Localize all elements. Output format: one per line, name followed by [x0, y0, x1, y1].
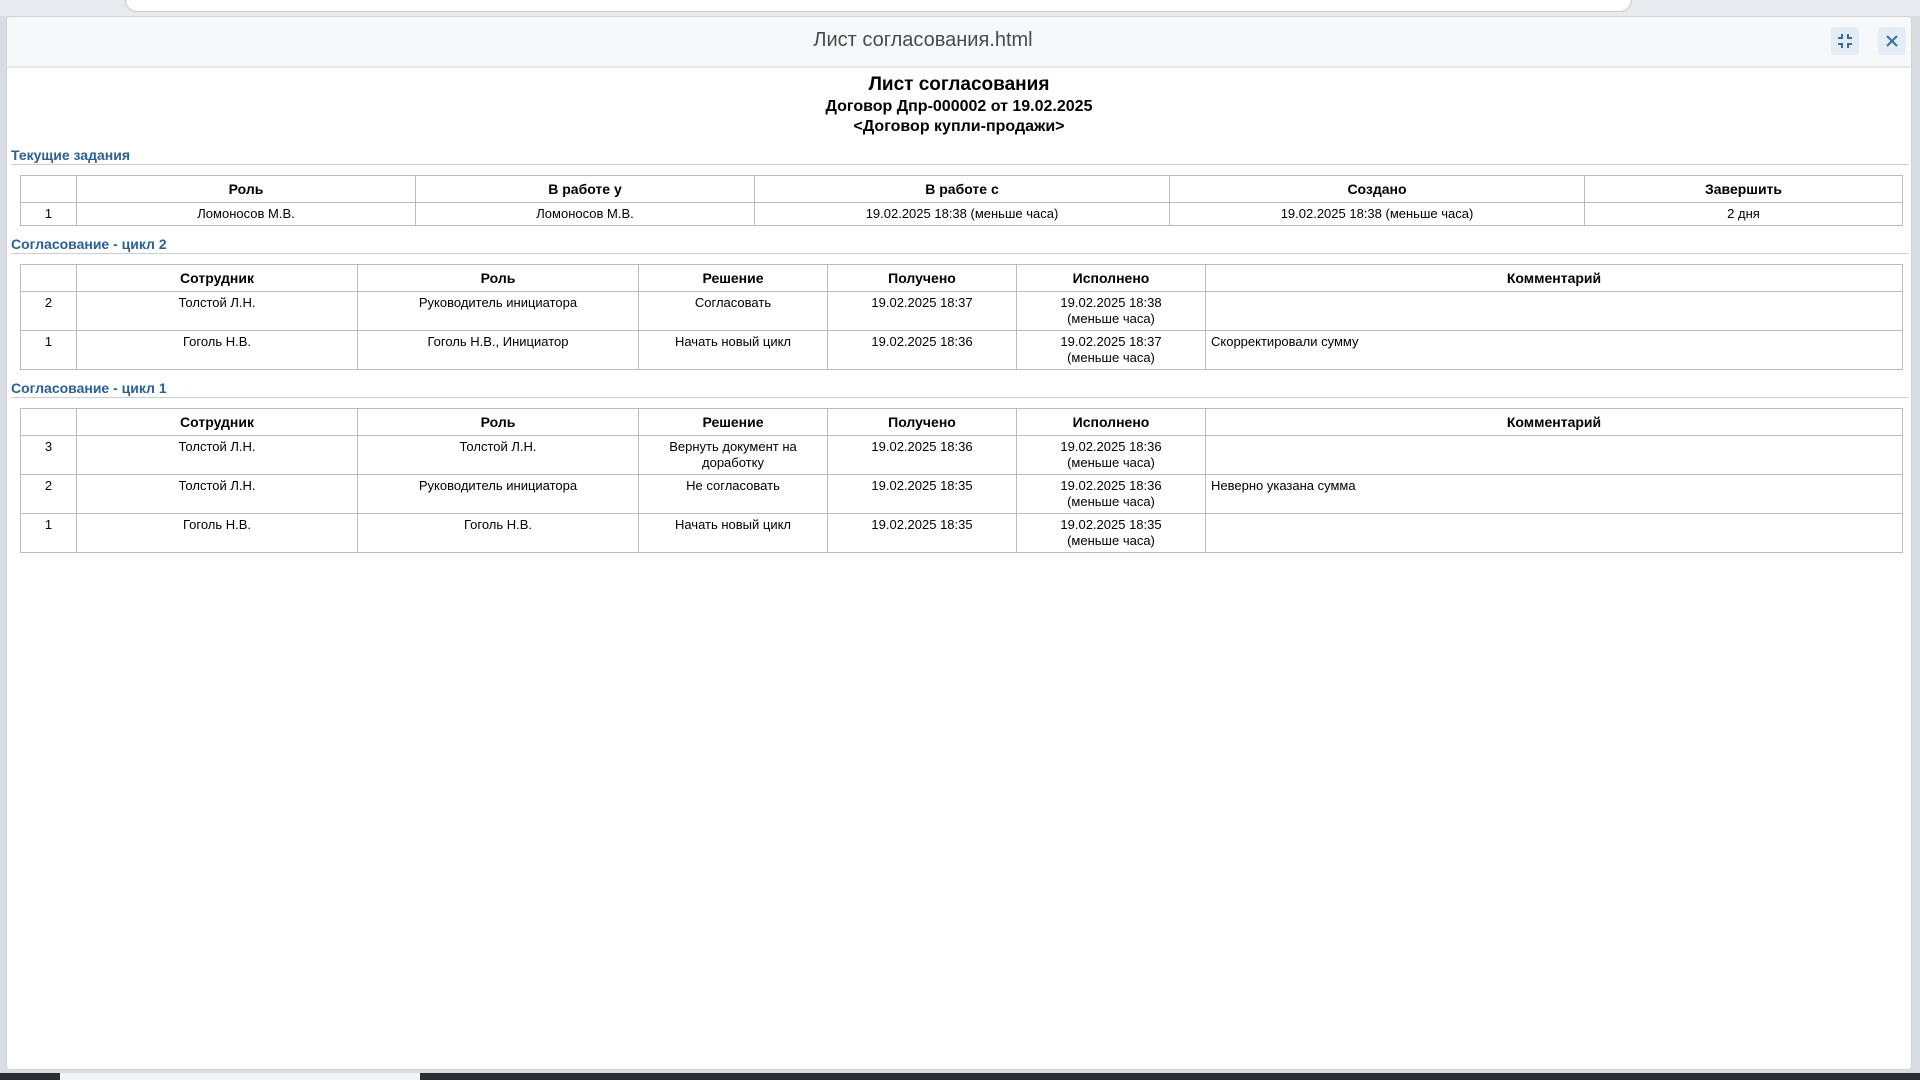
column-header [21, 265, 77, 292]
cell-created: 19.02.2025 18:38 (меньше часа) [1170, 203, 1585, 226]
row-number: 1 [21, 203, 77, 226]
column-header: Решение [639, 265, 828, 292]
completed-date: 19.02.2025 18:36 [1060, 478, 1162, 493]
document-type: <Договор купли-продажи> [853, 118, 1065, 135]
close-button[interactable] [1878, 27, 1906, 55]
cell-employee: Гоголь Н.В. [77, 331, 358, 370]
cell-role: Гоголь Н.В., Инициатор [358, 331, 639, 370]
cycle-2-table [20, 264, 1903, 370]
cell-role: Толстой Л.Н. [358, 436, 639, 475]
address-bar[interactable] [125, 0, 1632, 12]
cell-role: Руководитель инициатора [358, 475, 639, 514]
column-header: Исполнено [1017, 265, 1206, 292]
table-row [21, 514, 1903, 553]
current-tasks-table [20, 175, 1903, 226]
column-header: Получено [828, 409, 1017, 436]
table-row [21, 475, 1903, 514]
completed-duration: (меньше часа) [1067, 311, 1155, 326]
cell-decision: Согласовать [639, 292, 828, 331]
table-row [21, 436, 1903, 475]
row-number: 1 [21, 514, 77, 553]
completed-duration: (меньше часа) [1067, 455, 1155, 470]
cell-received: 19.02.2025 18:36 [828, 436, 1017, 475]
cell-completed [1017, 436, 1206, 475]
section-cycle-1: Согласование - цикл 1 [11, 380, 1909, 398]
cell-employee: Гоголь Н.В. [77, 514, 358, 553]
completed-date: 19.02.2025 18:35 [1060, 517, 1162, 532]
completed-date: 19.02.2025 18:37 [1060, 334, 1162, 349]
column-header: Роль [358, 409, 639, 436]
cell-decision: Вернуть документ на доработку [639, 436, 828, 475]
row-number: 3 [21, 436, 77, 475]
column-header: Сотрудник [77, 265, 358, 292]
completed-duration: (меньше часа) [1067, 350, 1155, 365]
modal-header [7, 17, 1911, 68]
cell-comment [1206, 292, 1903, 331]
cell-decision: Начать новый цикл [639, 331, 828, 370]
cycle-1-table [20, 408, 1903, 553]
fullscreen-button[interactable] [1831, 27, 1859, 55]
cell-completed [1017, 331, 1206, 370]
cell-role: Руководитель инициатора [358, 292, 639, 331]
row-number: 2 [21, 475, 77, 514]
cell-in-work-since: 19.02.2025 18:38 (меньше часа) [755, 203, 1170, 226]
cell-decision: Не согласовать [639, 475, 828, 514]
table-row [21, 292, 1903, 331]
column-header [21, 409, 77, 436]
cell-employee: Толстой Л.Н. [77, 436, 358, 475]
table-row [21, 331, 1903, 370]
column-header: Завершить [1585, 176, 1903, 203]
cell-completed [1017, 292, 1206, 331]
cell-comment: Неверно указана сумма [1206, 475, 1903, 514]
column-header: Решение [639, 409, 828, 436]
column-header: Роль [77, 176, 416, 203]
cell-received: 19.02.2025 18:35 [828, 514, 1017, 553]
cell-employee: Толстой Л.Н. [77, 292, 358, 331]
cell-completed [1017, 475, 1206, 514]
cell-received: 19.02.2025 18:37 [828, 292, 1017, 331]
completed-date: 19.02.2025 18:36 [1060, 439, 1162, 454]
document-content [9, 69, 1909, 1064]
document-modal [6, 16, 1912, 1070]
document-title: Лист согласования [868, 74, 1050, 95]
column-header [21, 176, 77, 203]
cell-role: Ломоносов М.В. [77, 203, 416, 226]
cell-comment: Скорректировали сумму [1206, 331, 1903, 370]
section-current-tasks: Текущие задания [11, 147, 1909, 165]
cell-completed [1017, 514, 1206, 553]
section-cycle-2: Согласование - цикл 2 [11, 236, 1909, 254]
cell-deadline: 2 дня [1585, 203, 1903, 226]
cell-decision: Начать новый цикл [639, 514, 828, 553]
column-header: Получено [828, 265, 1017, 292]
table-header-row [21, 409, 1903, 436]
browser-toolbar [0, 0, 1920, 16]
column-header: Сотрудник [77, 409, 358, 436]
document-subtitle: Договор Дпр-000002 от 19.02.2025 [825, 98, 1093, 115]
modal-title: Лист согласования.html [813, 29, 1033, 51]
cell-received: 19.02.2025 18:35 [828, 475, 1017, 514]
expand-icon [1831, 33, 1859, 49]
completed-duration: (меньше часа) [1067, 533, 1155, 548]
cell-received: 19.02.2025 18:36 [828, 331, 1017, 370]
cell-comment [1206, 514, 1903, 553]
cell-assignee: Ломоносов М.В. [416, 203, 755, 226]
taskbar-tab[interactable] [60, 1073, 420, 1080]
column-header: Создано [1170, 176, 1585, 203]
cell-comment [1206, 436, 1903, 475]
column-header: В работе у [416, 176, 755, 203]
completed-date: 19.02.2025 18:38 [1060, 295, 1162, 310]
cell-employee: Толстой Л.Н. [77, 475, 358, 514]
column-header: Роль [358, 265, 639, 292]
column-header: В работе с [755, 176, 1170, 203]
row-number: 2 [21, 292, 77, 331]
row-number: 1 [21, 331, 77, 370]
table-header-row [21, 265, 1903, 292]
table-header-row [21, 176, 1903, 203]
column-header: Исполнено [1017, 409, 1206, 436]
column-header: Комментарий [1206, 409, 1903, 436]
table-row [21, 203, 1903, 226]
close-icon [1878, 33, 1906, 49]
completed-duration: (меньше часа) [1067, 494, 1155, 509]
cell-role: Гоголь Н.В. [358, 514, 639, 553]
column-header: Комментарий [1206, 265, 1903, 292]
